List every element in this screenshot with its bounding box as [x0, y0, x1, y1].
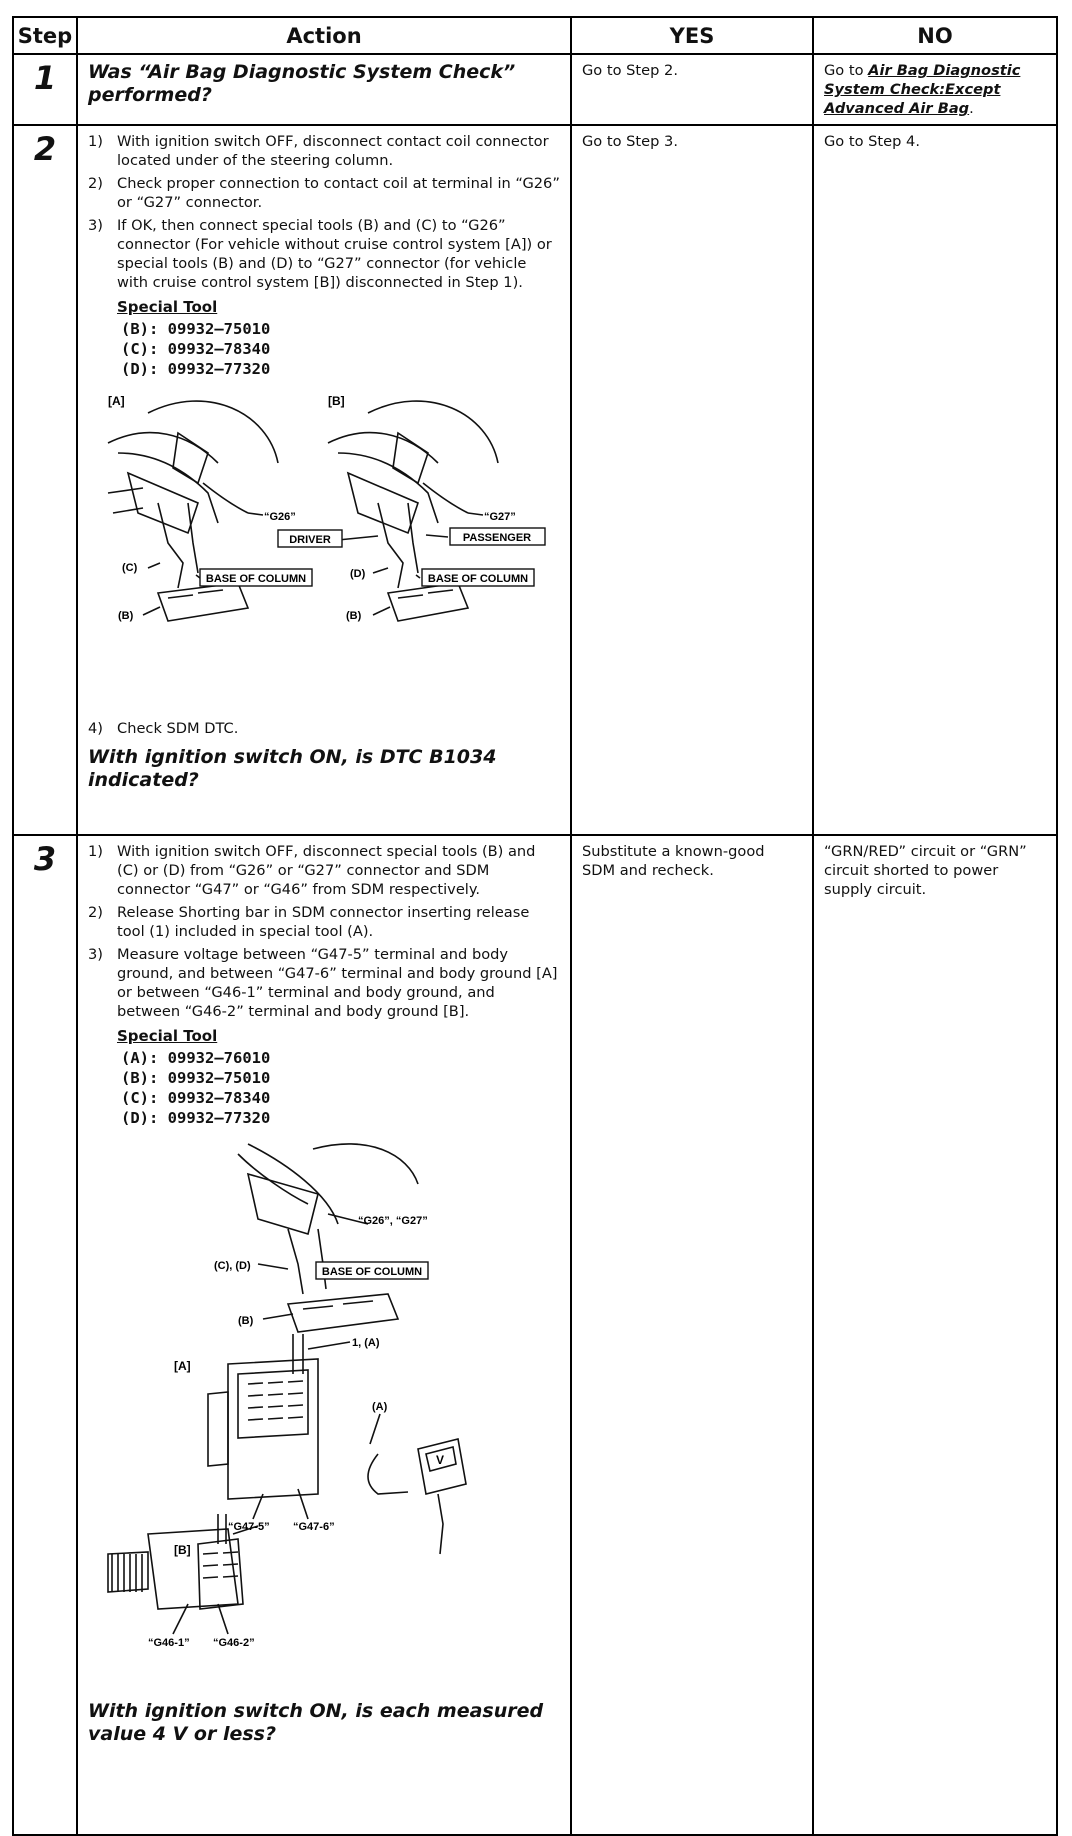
diagnostic-table	[12, 16, 1058, 1836]
special-tool-d: (D): 09932–77320	[121, 360, 271, 378]
fig2-passenger: PASSENGER	[462, 532, 532, 544]
special-tool-b: (B): 09932–75010	[121, 320, 271, 338]
fig3-base: BASE OF COLUMN	[321, 1266, 423, 1278]
step3-question: With ignition switch ON, is each measured value 4 V or less?	[88, 1700, 544, 1745]
step-number-1: 1	[13, 54, 77, 125]
header-step: Step	[13, 17, 77, 54]
special-tool-heading: Special Tool	[117, 298, 218, 316]
header-no: NO	[813, 17, 1057, 54]
fig2-base-right: BASE OF COLUMN	[427, 573, 529, 585]
fig3-g461: “G46-1”	[148, 1637, 190, 1649]
fig3-label-a: [A]	[174, 1359, 191, 1373]
step1-no	[813, 54, 1057, 125]
step-row-3	[13, 835, 1057, 1835]
step2-instructions	[88, 132, 560, 292]
step-number-3: 3	[13, 835, 77, 1835]
header-row	[13, 17, 1057, 54]
fig3-one-a-top: 1, (A)	[352, 1337, 380, 1349]
step2-instructions-cont	[88, 719, 560, 738]
header-action: Action	[77, 17, 571, 54]
list-item: 3) If OK, then connect special tools (B) and (C) to “G26” connector (For vehicle without cruise control system [A]) or special tools (B) and (D) to “G27” connector (for vehicle with cruise control system [B]) disconnected in Step 1).	[88, 217, 552, 291]
fig3-g475: “G47-5”	[228, 1521, 270, 1533]
fig2-g26: “G26”	[264, 511, 296, 523]
fig2-c: (C)	[122, 562, 138, 574]
step2-question: With ignition switch ON, is DTC B1034 indicated?	[88, 746, 497, 791]
step1-yes: Go to Step 2.	[571, 54, 813, 125]
fig2-b-left: (B)	[118, 610, 134, 622]
step-row-2	[13, 125, 1057, 835]
special-tool-heading: Special Tool	[117, 1027, 218, 1045]
fig2-g27: “G27”	[484, 511, 516, 523]
step-number-2: 2	[13, 125, 77, 835]
sdm-voltage-measurement-figure	[88, 1134, 560, 1694]
fig2-driver: DRIVER	[289, 534, 331, 546]
step3-instructions	[88, 842, 560, 1021]
fig3-cd: (C), (D)	[214, 1260, 251, 1272]
air-bag-diagnostic-link[interactable]: Air Bag Diagnostic System Check:Except Advanced Air Bag	[824, 62, 1021, 117]
list-item: 1) With ignition switch OFF, disconnect contact coil connector located under of the steering column.	[88, 133, 549, 169]
step2-no: Go to Step 4.	[813, 125, 1057, 835]
fig3-b: (B)	[238, 1315, 254, 1327]
step-row-1	[13, 54, 1057, 125]
step3-no: “GRN/RED” circuit or “GRN” circuit shorted to power supply circuit.	[813, 835, 1057, 1835]
fig2-label-a: [A]	[108, 394, 125, 408]
step1-action	[77, 54, 571, 125]
fig3-label-b: [B]	[174, 1543, 191, 1557]
step2-yes: Go to Step 3.	[571, 125, 813, 835]
fig3-g476: “G47-6”	[293, 1521, 335, 1533]
special-tool-d: (D): 09932–77320	[121, 1109, 271, 1127]
fig3-g2627: “G26”, “G27”	[358, 1215, 428, 1227]
special-tool-c: (C): 09932–78340	[121, 1089, 271, 1107]
step1-no-suffix: .	[969, 100, 974, 117]
step3-action	[77, 835, 571, 1835]
header-yes: YES	[571, 17, 813, 54]
special-tool-c: (C): 09932–78340	[121, 340, 271, 358]
step3-yes: Substitute a known-good SDM and recheck.	[571, 835, 813, 1835]
fig3-v: V	[436, 1453, 445, 1467]
list-item: 2) Check proper connection to contact coil at terminal in “G26” or “G27” connector.	[88, 175, 560, 211]
step2-action	[77, 125, 571, 835]
fig3-g462: “G46-2”	[213, 1637, 255, 1649]
special-tool-b: (B): 09932–75010	[121, 1069, 271, 1087]
fig3-paren-a: (A)	[372, 1401, 388, 1413]
fig2-label-b: [B]	[328, 394, 345, 408]
special-tool-a: (A): 09932–76010	[121, 1049, 271, 1067]
fig2-b-right: (B)	[346, 610, 362, 622]
list-item: 4) Check SDM DTC.	[88, 720, 239, 737]
contact-coil-connection-figure	[88, 393, 560, 643]
fig2-d: (D)	[350, 568, 366, 580]
step1-question: Was “Air Bag Diagnostic System Check” performed?	[88, 61, 516, 106]
fig2-base-left: BASE OF COLUMN	[205, 573, 307, 585]
list-item: 2) Release Shorting bar in SDM connector inserting release tool (1) included in special tool (A).	[88, 904, 530, 940]
step1-no-prefix: Go to	[824, 62, 869, 79]
list-item: 3) Measure voltage between “G47-5” terminal and body ground, and between “G47-6” terminal and body ground [A] or between “G46-1” terminal and body ground, and between “G46-2” terminal and body ground [B].	[88, 946, 558, 1020]
list-item: 1) With ignition switch OFF, disconnect special tools (B) and (C) or (D) from “G26” or “G27” connector and SDM connector “G47” or “G46” from SDM respectively.	[88, 843, 536, 898]
